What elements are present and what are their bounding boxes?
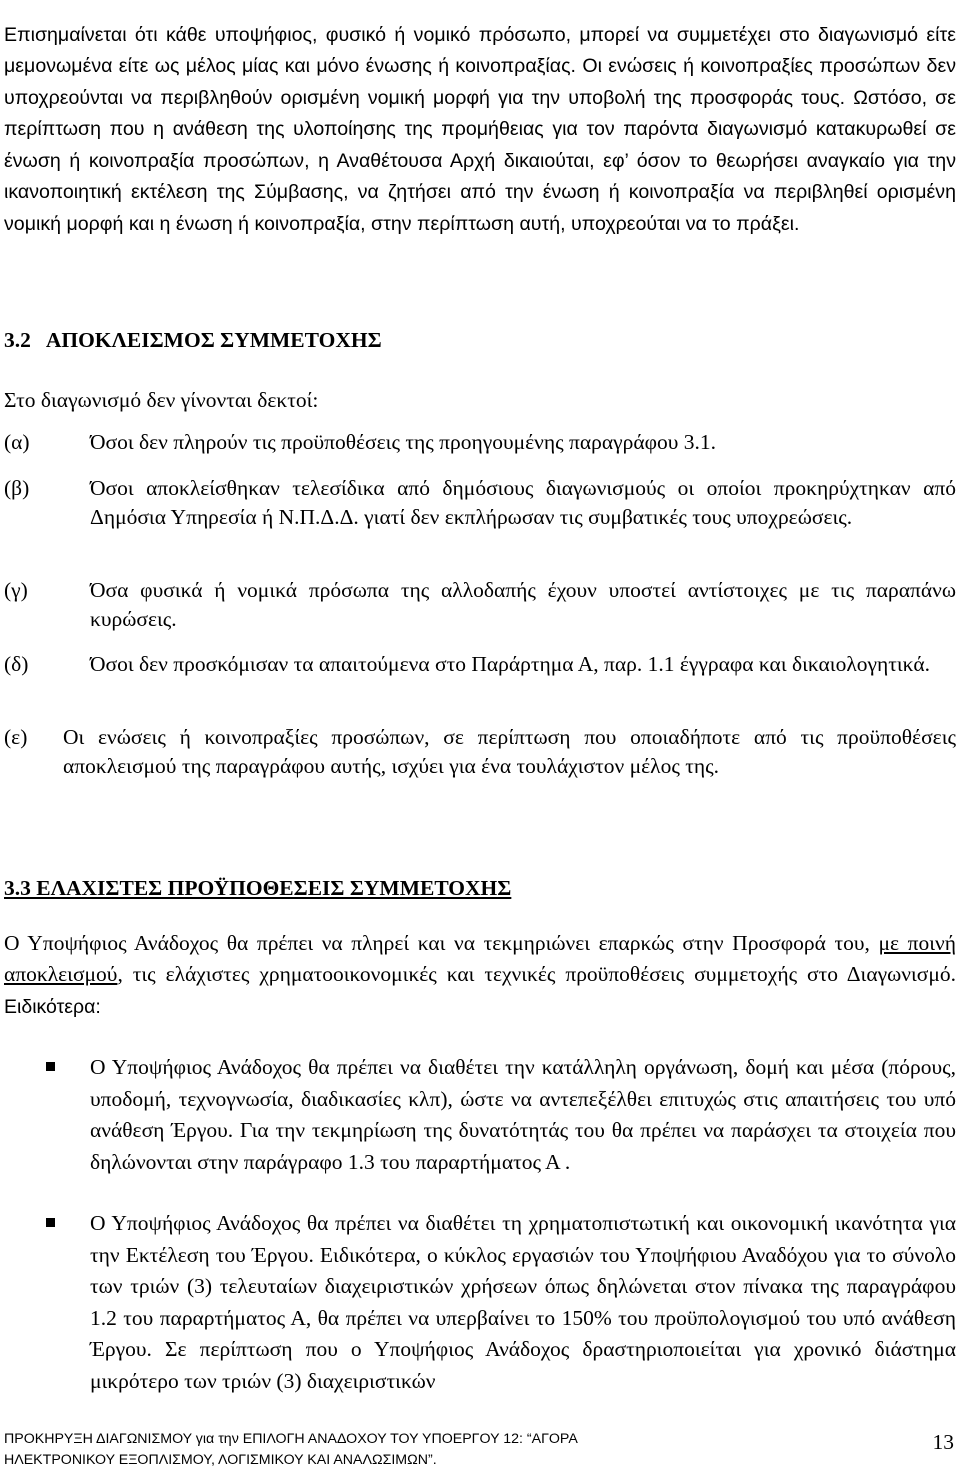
- exclusion-item-a: [4, 428, 956, 457]
- square-bullet-icon: [46, 1062, 55, 1071]
- item-label: (δ): [4, 652, 29, 676]
- item-text: Όσοι δεν πληρούν τις προϋποθέσεις της προηγουμένης παραγράφου 3.1.: [90, 430, 717, 454]
- paragraph-text: Ο Υποψήφιος Ανάδοχος θα πρέπει να πληρεί και να τεκμηριώνει επαρκώς στην Προσφορά του,: [4, 931, 879, 955]
- page-footer: [4, 1429, 884, 1471]
- section-3-3-paragraph: [4, 928, 956, 1023]
- bullet-text: Ο Υποψήφιος Ανάδοχος θα πρέπει να διαθέτει την κατάλληλη οργάνωση, δομή και μέσα (πόρους, υποδομή, τεχνογνωσία, διαδικασίες κλπ), ώστε να αντεπεξέλθει επιτυχώς στις απαιτήσεις του υπό ανάθεση Έργου. Για την τεκμηρίωση της δυνατότητάς του θα πρέπει να παράσχει τα στοιχεία που δηλώνονται στην παράγραφο 1.3 του παραρτήματος Α .: [90, 1055, 956, 1174]
- square-bullet-icon: [46, 1218, 55, 1227]
- item-text: Όσοι αποκλείσθηκαν τελεσίδικα από δημόσιους διαγωνισμούς οι οποίοι προκηρύχτηκαν από Δημόσια Υπηρεσία ή Ν.Π.Δ.Δ. γιατί δεν εκπλήρωσαν τις συμβατικές τους υποχρεώσεις.: [90, 476, 956, 529]
- section-3-2-lead: Στο διαγωνισμό δεν γίνονται δεκτοί:: [4, 388, 319, 412]
- item-text: Όσοι δεν προσκόμισαν τα απαιτούμενα στο Παράρτημα Α, παρ. 1.1 έγγραφα και δικαιολογητικά.: [90, 652, 930, 676]
- paragraph-text: , τις ελάχιστες χρηματοοικονομικές και τεχνικές προϋποθέσεις συμμετοχής στο Διαγωνισμό.: [117, 962, 956, 986]
- underlined-phrase: με ποινή αποκλεισμού: [4, 931, 956, 986]
- footer-line: ΠΡΟΚΗΡΥΞΗ ΔΙΑΓΩΝΙΣΜΟΥ για την ΕΠΙΛΟΓΗ ΑΝΑΔΟΧΟΥ ΤΟΥ ΥΠΟΕΡΓΟΥ 12: “ΑΓΟΡΑ: [4, 1431, 578, 1447]
- section-3-2-heading: 3.2 ΑΠΟΚΛΕΙΣΜΟΣ ΣΥΜΜΕΤΟΧΗΣ: [4, 328, 382, 352]
- item-label: (β): [4, 476, 30, 500]
- item-text: Οι ενώσεις ή κοινοπραξίες προσώπων, σε περίπτωση που οποιαδήποτε από τις προϋποθέσεις αποκλεισμού της παραγράφου αυτής, ισχύει για ένα τουλάχιστον μέλος της.: [63, 725, 956, 778]
- item-text: Όσα φυσικά ή νομικά πρόσωπα της αλλοδαπής έχουν υποστεί αντίστοιχες με τις παραπάνω κυρώσεις.: [90, 578, 956, 631]
- page-number: 13: [932, 1430, 954, 1454]
- exclusion-item-d: [4, 650, 956, 679]
- exclusion-item-b: [4, 474, 956, 531]
- requirement-bullet: [4, 1052, 956, 1178]
- item-label: (ε): [4, 725, 28, 749]
- item-label: (γ): [4, 578, 28, 602]
- exclusion-item-c: [4, 576, 956, 633]
- bullet-text: Ο Υποψήφιος Ανάδοχος θα πρέπει να διαθέτει τη χρηματοπιστωτική και οικονομική ικανότητα για την Εκτέλεση του Έργου. Ειδικότερα, ο κύκλος εργασιών του Υποψήφιου Αναδόχου για το σύνολο των τριών (3) τελευταίων διαχειριστικών χρήσεων όπως δηλώνεται στον πίνακα της παραγράφου 1.2 του παραρτήματος Α, θα πρέπει να υπερβαίνει το 150% του προϋπολογισμού του υπό ανάθεση Έργου. Σε περίπτωση που ο Υποψήφιος Ανάδοχος δραστηριοποιείται για χρονικό διάστημα μικρότερο των τριών (3) διαχειριστικών: [90, 1211, 956, 1393]
- exclusion-item-e: [4, 723, 956, 780]
- requirement-bullet: [4, 1208, 956, 1397]
- footer-line: ΗΛΕΚΤΡΟΝΙΚΟΥ ΕΞΟΠΛΙΣΜΟΥ, ΛΟΓΙΣΜΙΚΟΥ ΚΑΙ ΑΝΑΛΩΣΙΜΩΝ”.: [4, 1452, 437, 1468]
- intro-paragraph: Επισημαίνεται ότι κάθε υποψήφιος, φυσικό ή νομικό πρόσωπο, μπορεί να συμμετέχει στο διαγωνισμό είτε μεμονωμένα είτε ως μέλος μίας και μόνο ένωσης ή κοινοπραξίας. Οι ενώσεις ή κοινοπραξίες προσώπων δεν υποχρεούνται να περιβληθούν ορισμένη νομική μορφή για την υποβολή της προσφοράς τους. Ωστόσο, σε περίπτωση που η ανάθεση της υλοποίησης της προμήθειας για τον παρόντα διαγωνισμό κατακυρωθεί σε ένωση ή κοινοπραξία προσώπων, η Αναθέτουσα Αρχή δικαιούται, εφ’ όσον το θεωρήσει αναγκαίο για την ικανοποιητική εκτέλεση της Σύμβασης, να ζητήσει από την ένωση ή κοινοπραξία να περιβληθεί ορισμένη νομική μορφή και η ένωση ή κοινοπραξία, στην περίπτωση αυτή, υποχρεούται να το πράξει.: [4, 23, 956, 235]
- section-3-3-heading: 3.3 ΕΛΑΧΙΣΤΕΣ ΠΡΟΫΠΟΘΕΣΕΙΣ ΣΥΜΜΕΤΟΧΗΣ: [4, 876, 512, 900]
- paragraph-tail: Ειδικότερα:: [4, 996, 101, 1018]
- item-label: (α): [4, 430, 30, 454]
